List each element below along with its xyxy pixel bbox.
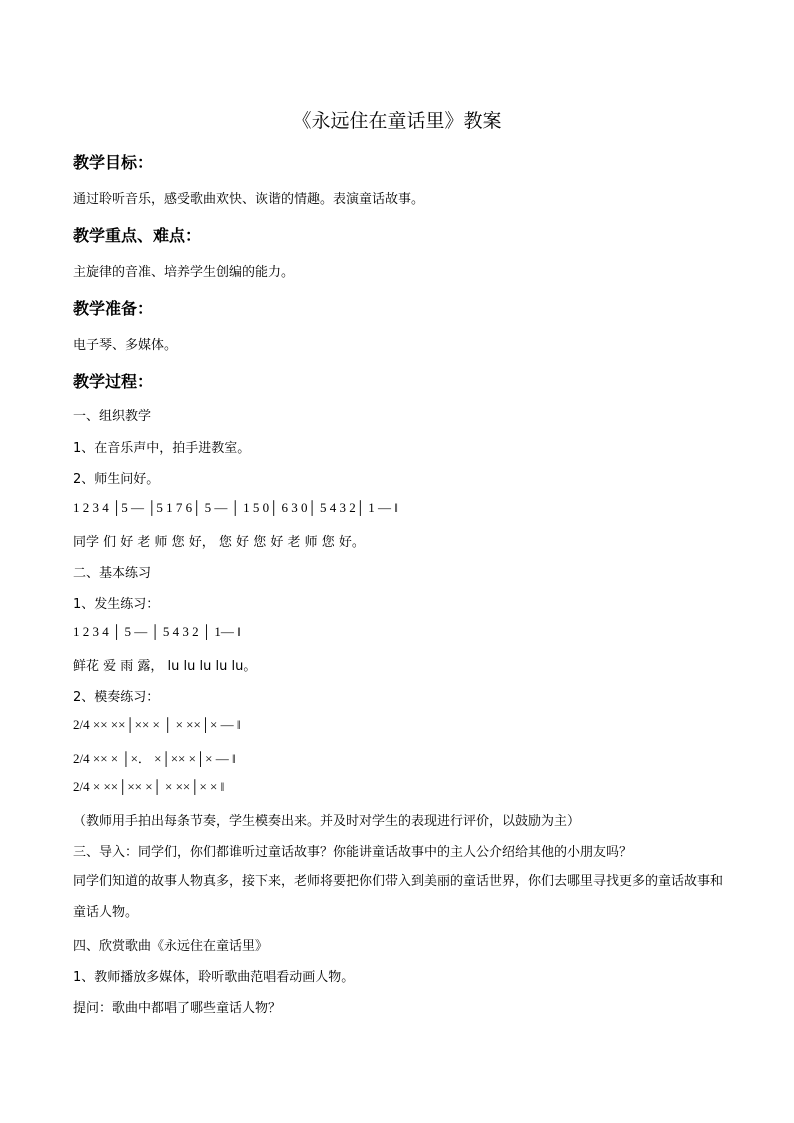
step-2-heading: 二、基本练习 bbox=[73, 566, 152, 581]
key-text: 主旋律的音准、培养学生创编的能力。 bbox=[73, 265, 295, 280]
step-3-text: 同学们知道的故事人物真多，接下来，老师将要把你们带入到美丽的童话世界，你们去哪里寻找更多的童话故事和童话人物。 bbox=[73, 874, 724, 920]
process-heading: 教学过程： bbox=[73, 372, 154, 391]
step-4-item-1: 1、教师播放多媒体，聆听歌曲范唱看动画人物。 bbox=[73, 970, 355, 985]
rhythm-note: （教师用手拍出每条节奏，学生模奏出来。并及时对学生的表现进行评价，以鼓励为主） bbox=[73, 814, 581, 829]
step-1-item-1: 1、在音乐声中，拍手进教室。 bbox=[73, 441, 251, 456]
vocal-notation: 1 2 3 4 │ 5 — │ 5 4 3 2 │ 1— ‖ bbox=[73, 624, 241, 639]
step-1-heading: 一、组织教学 bbox=[73, 409, 152, 424]
step-4-heading: 四、欣赏歌曲《永远住在童话里》 bbox=[73, 939, 269, 954]
step-3-heading: 三、导入：同学们，你们都谁听过童话故事？你能讲童话故事中的主人公介绍给其他的小朋友吗？ bbox=[73, 845, 633, 860]
prep-text: 电子琴、多媒体。 bbox=[73, 338, 178, 353]
key-heading: 教学重点、难点： bbox=[73, 226, 202, 245]
document-title: 《永远住在童话里》教案 bbox=[292, 110, 502, 132]
goal-heading: 教学目标： bbox=[73, 153, 154, 172]
greeting-notation: 1 2 3 4 │5 — │5 1 7 6│ 5 — │ 1 5 0│ 6 3 0│ 5 4 3 2│ 1 — ‖ bbox=[73, 500, 398, 515]
goal-text: 通过聆听音乐，感受歌曲欢快、诙谐的情趣。表演童话故事。 bbox=[73, 192, 425, 207]
step-2-item-1: 1、发生练习： bbox=[73, 597, 160, 612]
greeting-lyrics: 同学 们 好 老 师 您 好， 您 好 您 好 老 师 您 好。 bbox=[73, 535, 365, 550]
step-1-item-2: 2、师生问好。 bbox=[73, 472, 160, 487]
vocal-lyrics: 鲜花 爱 雨 露， lu lu lu lu lu。 bbox=[73, 659, 257, 674]
step-4-question: 提问：歌曲中都唱了哪些童话人物？ bbox=[73, 1001, 282, 1016]
rhythm-line-2: 2/4 ×× × │×． ×│×× ×│× — ‖ bbox=[73, 751, 236, 766]
rhythm-line-3: 2/4 × ××│×× ×│ × ××│× × ‖ bbox=[73, 779, 225, 794]
prep-heading: 教学准备： bbox=[73, 299, 154, 318]
step-2-item-2: 2、模奏练习： bbox=[73, 690, 160, 705]
rhythm-line-1: 2/4 ×× ××│×× × │ × ××│× — ‖ bbox=[73, 717, 241, 732]
